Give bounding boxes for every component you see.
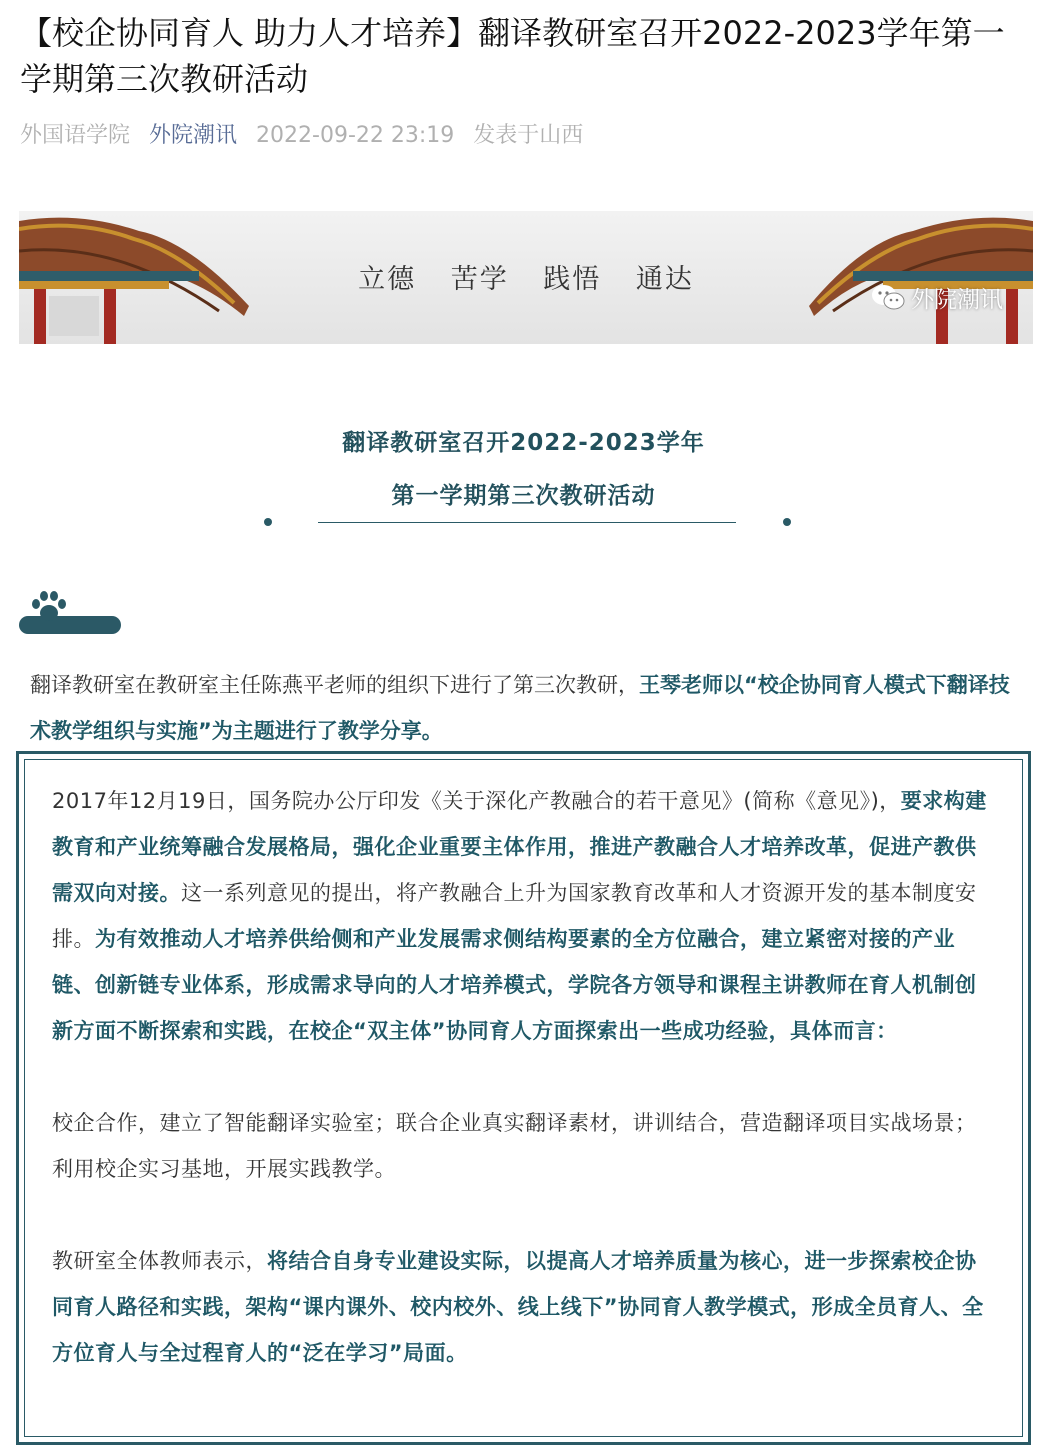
- p1-bold-d: 为有效推动人才培养供给侧和产业发展需求侧结构要素的全方位融合，建立紧密对接的产业链、创新链专业体系，形成需求导向的人才培养模式，学院各方领导和课程主讲教师在育人机制创新方面不断探索和实践，在校企“双主体”协同育人方面探索出一些成功经验，具体而言：: [52, 927, 977, 1043]
- intro-paragraph: [30, 662, 1025, 754]
- header-banner: [19, 211, 1033, 344]
- section-heading-line2: 第一学期第三次教研活动: [391, 483, 656, 509]
- paw-icon: [29, 590, 69, 624]
- article-meta: [20, 118, 595, 149]
- author-name: 外国语学院: [20, 123, 131, 148]
- divider-dot-right: [783, 518, 791, 526]
- divider-dot-left: [264, 518, 272, 526]
- paragraph-cooperation: [52, 1100, 994, 1192]
- p2-plain: 校企合作，建立了智能翻译实验室；联合企业真实翻译素材，讲训结合，营造翻译项目实战场景；利用校企实习基地，开展实践教学。: [52, 1111, 977, 1181]
- publish-time: 2022-09-22 23:19: [256, 123, 455, 148]
- p3-bold-b: 将结合自身专业建设实际，以提高人才培养质量为核心，进一步探索校企协同育人路径和实践，架构“课内课外、校内校外、线上线下”协同育人教学模式，形成全员育人、全方位育人与全过程育人的“泛在学习”局面。: [52, 1249, 984, 1365]
- publish-location: 发表于山西: [473, 123, 584, 148]
- article-title: 【校企协同育人 助力人才培养】翻译教研室召开2022-2023学年第一学期第三次教研活动: [20, 14, 1005, 98]
- paragraph-policy: [52, 778, 994, 1054]
- p3-plain-a: 教研室全体教师表示，: [52, 1249, 267, 1273]
- account-link[interactable]: 外院潮讯: [149, 123, 238, 148]
- watermark-text: 外院潮讯: [911, 287, 1003, 313]
- paragraph-conclusion: [52, 1238, 994, 1376]
- section-heading-line1: 翻译教研室召开2022-2023学年: [342, 430, 705, 456]
- banner-slogan: 立德 苦学 践悟 通达: [358, 264, 694, 295]
- banner-watermark: [871, 281, 1003, 314]
- heading-divider: [318, 522, 736, 523]
- framed-content: [52, 778, 994, 1422]
- intro-plain: 翻译教研室在教研室主任陈燕平老师的组织下进行了第三次教研，: [30, 673, 639, 697]
- p1-plain-a: 2017年12月19日，国务院办公厅印发《关于深化产教融合的若干意见》(简称《意见》)，: [52, 789, 901, 813]
- wechat-icon: [871, 284, 905, 312]
- p1-bold-b: 要求构建教育和产业统筹融合发展格局，强化企业重要主体作用，推进产教融合人才培养改革，促进产教供需双向对接。: [52, 789, 987, 905]
- p1-plain-c: 这一系列意见的提出，将产教融合上升为国家教育改革和人才资源开发的基本制度安排。: [52, 881, 977, 951]
- intro-bold: 王琴老师以“校企协同育人模式下翻译技术教学组织与实施”为主题进行了教学分享。: [30, 673, 1010, 743]
